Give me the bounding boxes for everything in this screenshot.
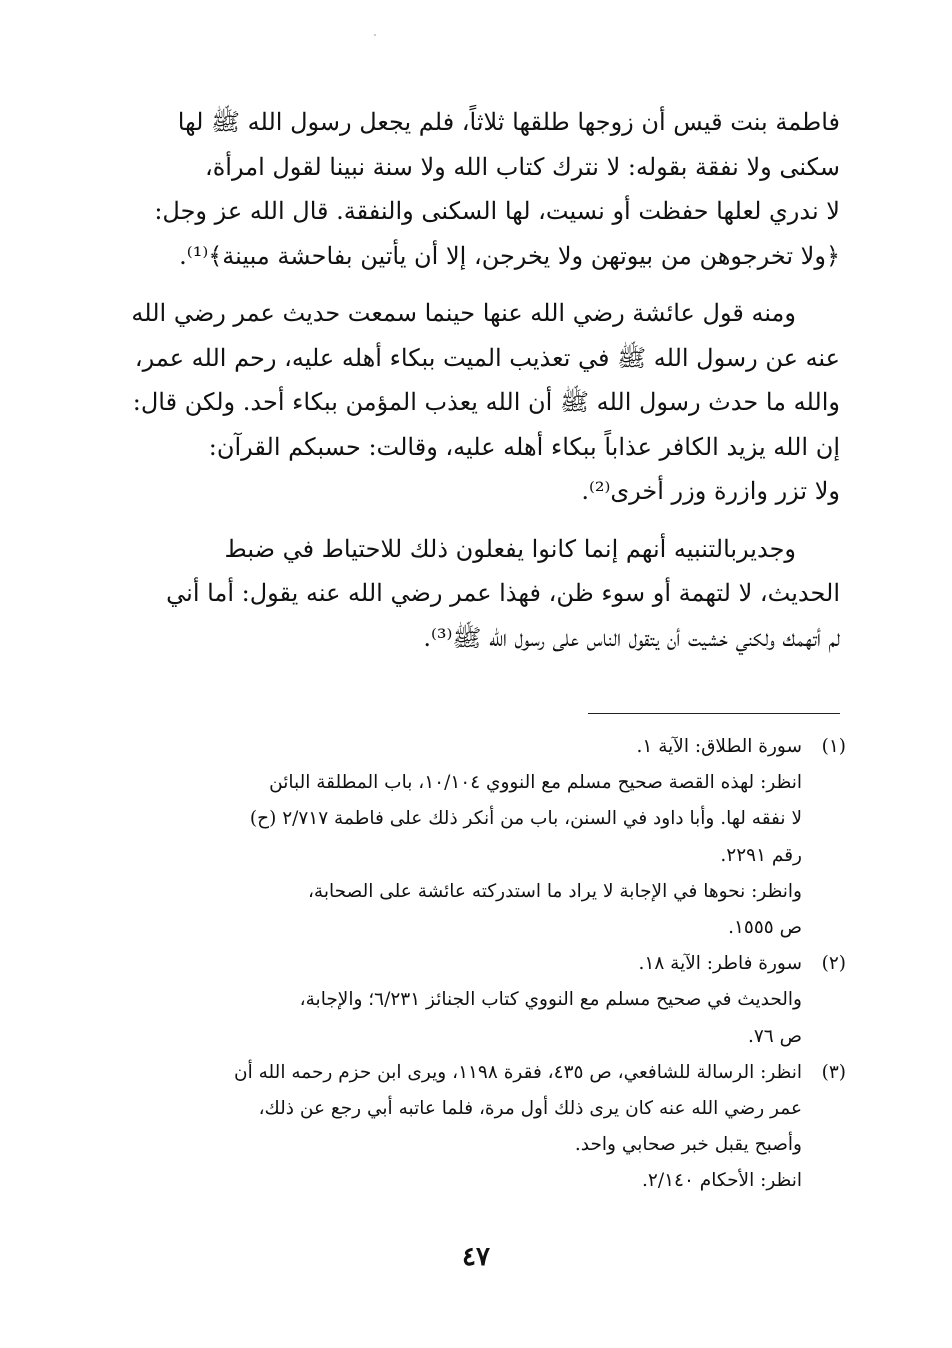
footnote-1 xyxy=(118,729,846,946)
footnote-separator xyxy=(588,713,840,714)
text-line: عنه عن رسول الله ﷺ في تعذيب الميت ببكاء أهله عليه، رحم الله عمر، xyxy=(134,343,840,372)
text-line: الحديث، لا لتهمة أو سوء ظن، فهذا عمر رضي الله عنه يقول: أما أني xyxy=(166,579,840,607)
footnote-line: وأصبح يقبل خبر صحابي واحد. xyxy=(574,1134,802,1156)
text-line: سكنى ولا نفقة بقوله: لا نترك كتاب الله ولا سنة نبينا لقول امرأة، xyxy=(204,152,840,181)
text-line: لا ندري لعلها حفظت أو نسيت، لها السكنى والنفقة. قال الله عز وجل: xyxy=(154,197,840,225)
footnote-line: لا نفقه لها. وأبا داود في السنن، باب من أنكر ذلك على فاطمة ٢/٧١٧ (ح) xyxy=(249,808,802,830)
page-number: ٤٧ xyxy=(462,1242,490,1272)
paragraph-2 xyxy=(118,291,840,514)
footnote-2 xyxy=(118,946,846,1055)
footnote-line: انظر: الرسالة للشافعي، ص ٤٣٥، فقرة ١١٩٨، ويرى ابن حزم رحمه الله أن xyxy=(234,1061,802,1083)
footnote-line: ص ١٥٥٥. xyxy=(728,917,802,939)
footnote-line: وانظر: نحوها في الإجابة لا يراد ما استدركته عائشة على الصحابة، xyxy=(307,880,802,902)
footnote-line: سورة فاطر: الآية ١٨. xyxy=(638,953,802,975)
text-line: لم أتهمك ولكني خشيت أن يتقول الناس على رسول الله ﷺ⁽³⁾. xyxy=(423,623,840,652)
paragraph-3 xyxy=(118,527,840,661)
main-text xyxy=(118,100,840,660)
footnote-line: انظر: لهذه القصة صحيح مسلم مع النووي ١٠/١٠٤، باب المطلقة البائن xyxy=(269,772,802,794)
footnote-line: سورة الطلاق: الآية ١. xyxy=(636,736,802,757)
footnote-number: (٢) xyxy=(821,953,846,975)
footnote-line: رقم ٢٢٩١. xyxy=(720,844,802,866)
footnote-line: والحديث في صحيح مسلم مع النووي كتاب الجنائز ٦/٢٣١؛ والإجابة، xyxy=(299,989,802,1011)
text-line: والله ما حدث رسول الله ﷺ أن الله يعذب المؤمن ببكاء أحد. ولكن قال: xyxy=(132,388,840,416)
text-line: ومنه قول عائشة رضي الله عنها حينما سمعت حديث عمر رضي الله xyxy=(131,299,796,327)
footnote-line: ص ٧٦. xyxy=(747,1025,802,1047)
paragraph-1 xyxy=(118,100,840,278)
text-line: إن الله يزيد الكافر عذاباً ببكاء أهله عليه، وقالت: حسبكم القرآن: xyxy=(208,432,840,461)
footnote-line: انظر: الأحكام ٢/١٤٠. xyxy=(642,1170,802,1192)
scan-speck xyxy=(374,34,376,36)
footnotes xyxy=(118,729,846,1200)
footnote-number: (١) xyxy=(821,736,846,757)
footnote-3 xyxy=(118,1055,846,1200)
text-line: فاطمة بنت قيس أن زوجها طلقها ثلاثاً، فلم يجعل رسول الله ﷺ لها xyxy=(177,108,840,136)
text-line: وجديربالتنبيه أنهم إنما كانوا يفعلون ذلك للاحتياط في ضبط xyxy=(224,534,796,563)
text-line: ﴿ولا تخرجوهن من بيوتهن ولا يخرجن، إلا أن يأتين بفاحشة مبينة﴾⁽¹⁾. xyxy=(179,241,840,270)
text-line: ولا تزر وازرة وزر أخرى⁽²⁾. xyxy=(581,477,840,505)
footnote-number: (٣) xyxy=(821,1061,846,1083)
footnote-line: عمر رضي الله عنه كان يرى ذلك أول مرة، فلما عاتبه أبي رجع عن ذلك، xyxy=(258,1098,802,1120)
